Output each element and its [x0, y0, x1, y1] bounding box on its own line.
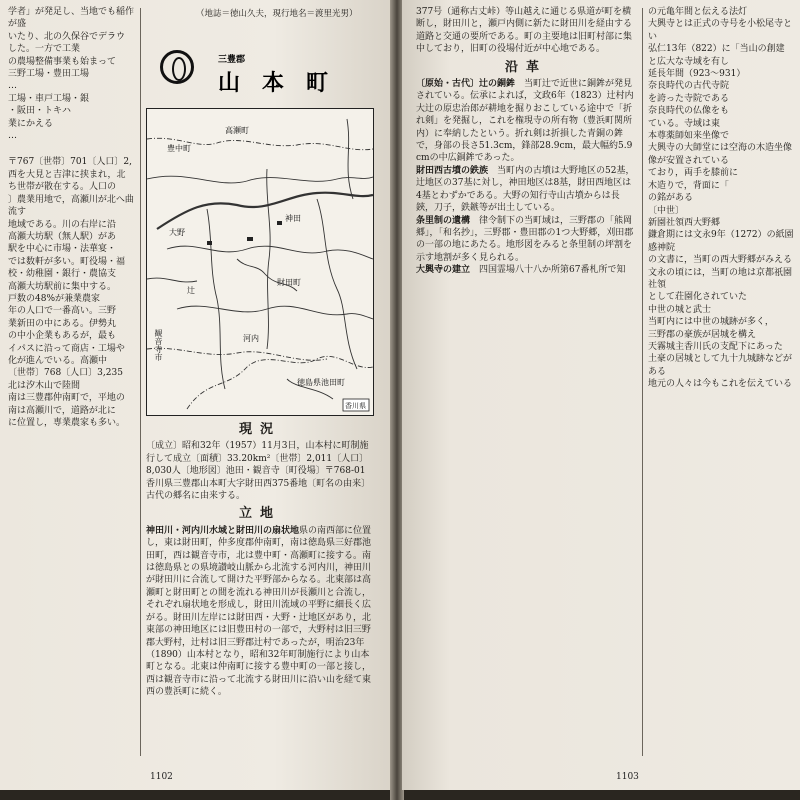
text-line: 高瀬大坊駅（無人駅）があ [8, 231, 117, 242]
town-emblem-icon [160, 50, 194, 84]
text-line: … [8, 131, 17, 142]
map-label-kawachi: 河内 [243, 334, 259, 343]
map-caption [196, 8, 386, 22]
text-line: … [8, 81, 17, 92]
caption-text: （地誌＝徳山久夫，現行地名＝渡里光男） [196, 9, 358, 19]
map-label-ono: 大野 [169, 228, 185, 237]
text-line: 地元の人々は今もこれを伝えている [648, 379, 793, 390]
text-line: 南は三豊郡仲南町で，平地の [8, 393, 125, 404]
text-line: した。一方で工業 [8, 44, 81, 55]
text-line: 奈良時代の仏像をも [648, 106, 730, 117]
text-line: 戸数の48%が兼業農家 [8, 293, 101, 304]
text-line: 弘仁13年（822）に「当山の創建 [648, 44, 785, 55]
map-label-saita: 財田町 [277, 278, 301, 287]
text-line: 校・幼稚園・銀行・農協支 [8, 269, 117, 280]
ritchi-text: 県の南西部に位置し，東は財田町，仲多度郡仲南町，南は徳島県三好郡池田町，西は観音寺市，北は豊中町・高瀬町に接する。南は徳島県との県境讃岐山脈から北流する河内川，神田川が財田川に合流して開けた平野部からなる。北東部は高瀬町と財田町との間を流れる神田川が長瀬川と合流し，それぞれ扇状地を形成し，財田川流域の平野に細長く広がる。財田川左岸には財田西・大野・辻地区があり，北東部の神田地区には旧豊田村の一部で，大野村は旧三野郡大野村，辻村は旧三野郡辻村であったが，明治23年（1890）山本村となり，昭和32年町制施行により山本町となる。北東は仲南町に接する豊中町の一部と接し，西は観音寺市に沿って北流する財田川に沿い山を経て東西の豊浜町に続く。 [146, 525, 372, 698]
genkyo-section [146, 418, 374, 788]
text-line: と広大な寺域を有し [648, 56, 730, 67]
text-line: イパスに沿って商店・工場や [8, 343, 125, 354]
text-line: 〕農業用地で，高瀬川が北へ曲流す [8, 194, 134, 218]
enkaku-heading: 沿革 [504, 59, 547, 75]
intro-text: 377号（通称古丈峠）等山越えに通じる県道が町を横断し，財田川と，瀬戸内側に新たに財田川を経由する道路と交通の要所である。町の主要地は旧町村部に集中しており，旧町の役場付近が中心地である。 [416, 7, 633, 55]
text-line: 当町内には中世の城跡が多く， [648, 317, 774, 328]
right-column-1 [416, 6, 636, 764]
right-column-2 [648, 6, 794, 764]
map-label-takase: 高瀬町 [225, 126, 249, 135]
text-line: ており，両手を膝前に [648, 168, 739, 179]
text-line: 〒767〔世帯〕701〔人口〕2, [8, 157, 132, 168]
text-line: 北は汐木山で陸間 [8, 380, 81, 391]
right-page [402, 0, 800, 790]
map-label-kanda: 神田 [285, 214, 301, 223]
text-line: 鎌倉期には文永9年（1272）の紙園感神院 [648, 230, 794, 253]
text-line: 新園社領西大野郷 [648, 217, 721, 228]
text-line: の銘がある [648, 193, 694, 204]
map-label-tsuji: 辻 [187, 286, 195, 295]
subsection-kofun-text: 当町内の古墳は大野地区の52基，辻地区の37基に対し，神田地区は8基，財田西地区は4基とわずかである。大野の知行寺山古墳からは長鋏，刀子，鉄鏃等が出土している。 [416, 165, 635, 214]
subsection-kofun: 財田西古墳の鉄族 [416, 165, 489, 176]
text-line: として荘園化されていた [648, 292, 748, 303]
left-column-1 [8, 6, 136, 756]
text-line: 本尊薬師如来坐像で [648, 131, 730, 142]
text-line: では数軒が多い。町役場・福 [8, 256, 126, 267]
text-line: 学者」が発足し、当地でも稲作が盛 [8, 7, 135, 30]
subsection-daikoji: 大興寺の建立 [416, 265, 471, 276]
ritchi-heading: 立地 [238, 506, 281, 522]
text-line: ・阪田・トキハ [8, 106, 72, 117]
text-line: いたり、北の久保谷でデラウ [8, 31, 126, 42]
text-line: 業新田の中にある。伊勢丸 [8, 318, 117, 329]
map-label-toyonaka: 豊中町 [167, 144, 191, 153]
text-line: 延長年間（923〜931） [648, 69, 746, 80]
ritchi-lead: 神田川・河内川水域と財田川の扇状地 [146, 525, 300, 536]
text-line: 三野郡の豪族が居城を構え [648, 329, 757, 340]
text-line: 文永の頃には，当町の地は京都祇園社領 [648, 267, 793, 290]
genkyo-heading: 現況 [238, 422, 281, 437]
text-line: ち世帯が散在する。人口の [8, 182, 117, 193]
text-line: 高瀬大坊駅前に集中する。 [8, 281, 117, 292]
text-line: 〔世帯〕768〔人口〕3,235 [8, 368, 123, 379]
text-line: の文書に，当町の西大野郷がみえる [648, 255, 793, 266]
text-line: 奈良時代の古代寺院 [648, 81, 730, 92]
genkyo-text: 〔成立〕昭和32年（1957）11月3日，山本村に町制施行して成立〔面積〕33.20km²〔世帯〕2,011〔人口〕8,030人〔地形図〕池田・観音寺〔町役場〕〒768-01 香川県三豊郡山本町大字財田西375番地〔町名の由来〕古代の郷名に由来する。 [146, 441, 371, 502]
folio-left: 1102 [150, 772, 173, 782]
text-line: 天霧城主香川氏の支配下にあった [648, 341, 783, 352]
text-line: 南は高瀬川で，道路が北に [8, 405, 116, 416]
map-label-ikeda: 徳島県池田町 [297, 378, 345, 387]
text-line: 大興寺の大師堂には空海の木造坐像 [648, 143, 793, 154]
county-name: 三豊郡 [218, 55, 246, 65]
text-line: 工場・車戸工場・銀 [8, 93, 90, 104]
subsection-tsuji: 辻の銅鉾 [479, 79, 516, 90]
map-label-kagawa: 香川県 [345, 402, 366, 410]
text-line: の中小企業もあるが，最も [8, 331, 117, 342]
left-page [0, 0, 392, 790]
town-header [146, 44, 372, 104]
folio-right: 1103 [616, 772, 639, 782]
text-line: 三野工場・豊田工場 [8, 69, 90, 80]
column-rule [642, 8, 643, 756]
text-line: の元亀年間と伝える法灯 [648, 7, 748, 17]
text-line: 化が進んでいる。高瀬中 [8, 355, 108, 366]
town-map [146, 108, 374, 416]
text-line: 大興寺とは正式の寺号を小松尾寺とい [648, 19, 793, 42]
map-label-kanonji: 観音寺市 [154, 329, 163, 361]
subsection-tsuji-text: 当町辻で近世に銅鉾が発見されている。伝承によれば，文政6年（1823）辻村内大辻の原忠治郎が耕地を掘りおこしている途中で「折れ剣」を発掘し，これを権現寺の所有物（豊浜町関所内）に奉納したという。折れ剣は折損した青銅の鉾で，身部の長さ51.3cm，鋒部28.9cm，最大幅約5.9cmの中広銅鉾であった。 [416, 79, 634, 164]
text-line: を誇った寺院である [648, 93, 730, 104]
text-line: 駅を中心に市場・法華宴・ [8, 244, 117, 255]
town-name: 山本町 [218, 70, 351, 96]
text-line: 西を大見と吉津に挟まれ，北 [8, 169, 126, 180]
map-graphic [147, 109, 373, 415]
text-line: 〔中世〕 [648, 205, 685, 216]
text-line: に位置し，専業農家も多い。 [8, 418, 126, 428]
subsection-jori: 条里制の遺構 [416, 215, 471, 226]
text-line: ている。寺域は東 [648, 118, 721, 129]
text-line: 木造りで，背面に「 [648, 180, 729, 191]
column-rule [140, 8, 141, 756]
text-line: の農場整備事業も始まって [8, 56, 117, 67]
subsection-daikoji-text: 四国霊場八十八か所第67番札所で知 [479, 265, 626, 276]
text-line: 中世の城と武士 [648, 304, 712, 315]
era-label: 〔原始・古代〕 [416, 79, 480, 90]
text-line: 地域である。川の右岸に沿 [8, 219, 117, 230]
text-line: 像が安置されている [648, 155, 730, 166]
text-line: 業にかえる [8, 118, 54, 129]
text-line: 土豪の居城として九十九城跡などがある [648, 354, 793, 377]
subsection-jori-text: 律令制下の当町域は，三野郡の「熊岡郷」，「和名抄」，三野郡・豊田郡の1つ大野郷，刈田郡の一部の地にあたる。地形図をみると条里制の坪割を示す地割が多く見られる。 [416, 215, 634, 263]
text-line: 年の人口で一番高い。三野 [8, 306, 117, 317]
